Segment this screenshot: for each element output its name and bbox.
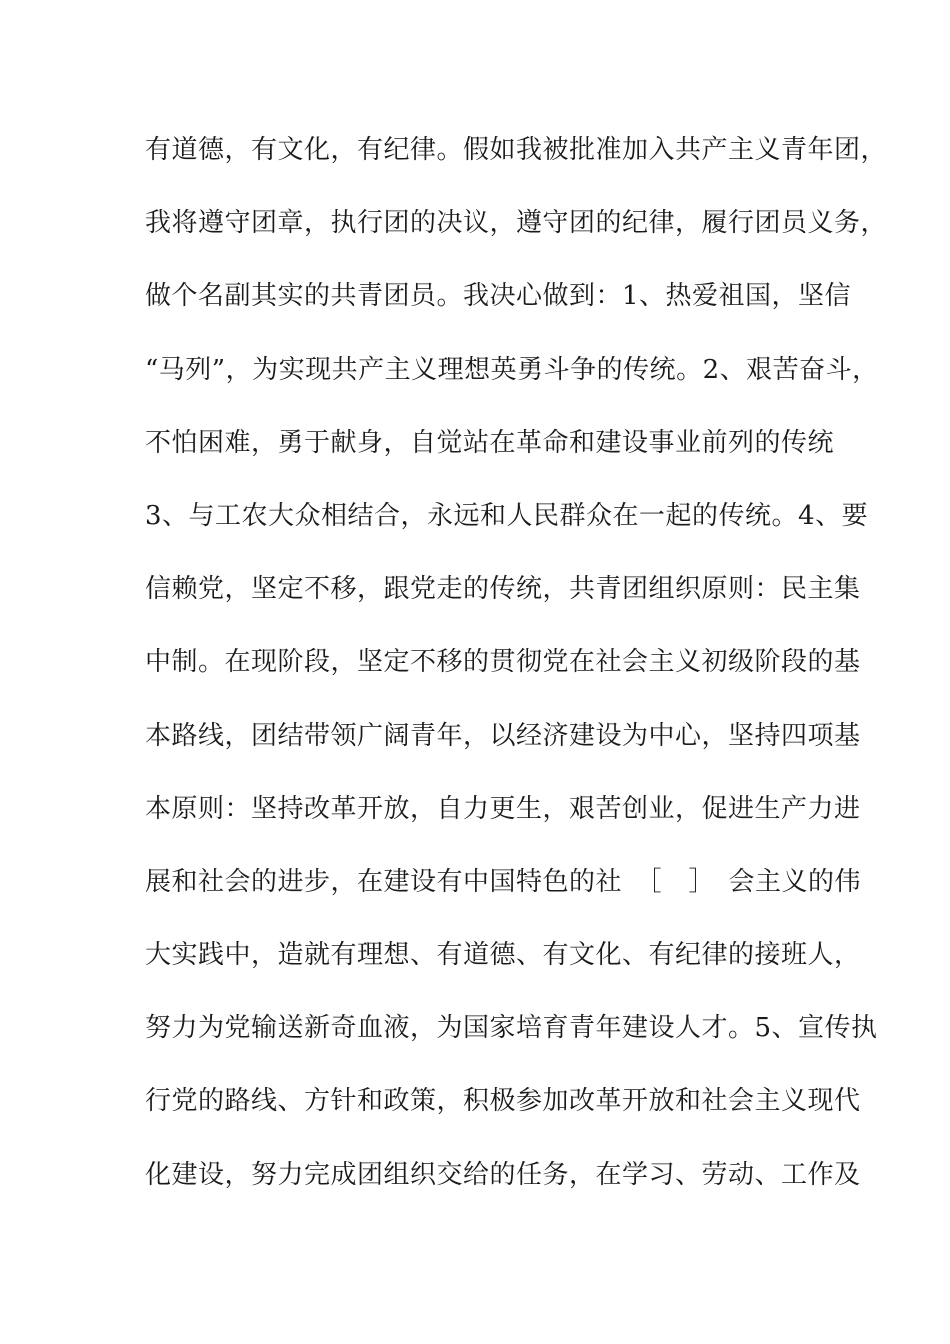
text-line: 中制。在现阶段，坚定不移的贯彻党在社会主义初级阶段的基 bbox=[145, 647, 861, 678]
text-line: 大实践中，造就有理想、有道德、有文化、有纪律的接班人， bbox=[145, 940, 861, 971]
text-line: 做个名副其实的共青团员。我决心做到：1、热爱祖国，坚信 bbox=[145, 281, 852, 312]
text-line: 信赖党，坚定不移，跟党走的传统，共青团组织原则：民主集 bbox=[145, 574, 861, 605]
text-line: 本路线，团结带领广阔青年，以经济建设为中心，坚持四项基 bbox=[145, 720, 861, 751]
body-text bbox=[145, 126, 888, 1224]
text-line: 本原则：坚持改革开放，自力更生，艰苦创业，促进生产力进 bbox=[145, 793, 861, 824]
text-line: 我将遵守团章，执行团的决议，遵守团的纪律，履行团员义务， bbox=[145, 208, 888, 239]
text-line: 行党的路线、方针和政策，积极参加改革开放和社会主义现代 bbox=[145, 1086, 861, 1117]
text-line: 化建设，努力完成团组织交给的任务，在学习、劳动、工作及 bbox=[145, 1159, 861, 1190]
text-line: 努力为党输送新奇血液，为国家培育青年建设人才。5、宣传执 bbox=[145, 1013, 878, 1044]
text-line: 不怕困难，勇于献身，自觉站在革命和建设事业前列的传统 bbox=[145, 427, 835, 458]
text-line: 有道德，有文化，有纪律。假如我被批准加入共产主义青年团， bbox=[145, 135, 888, 165]
text-line: “马列”，为实现共产主义理想英勇斗争的传统。2、艰苦奋斗， bbox=[145, 354, 879, 385]
text-line: 3、与工农大众相结合，永远和人民群众在一起的传统。4、要 bbox=[145, 500, 869, 531]
text-line: 展和社会的进步，在建设有中国特色的社 ［ ］ 会主义的伟 bbox=[145, 866, 862, 897]
